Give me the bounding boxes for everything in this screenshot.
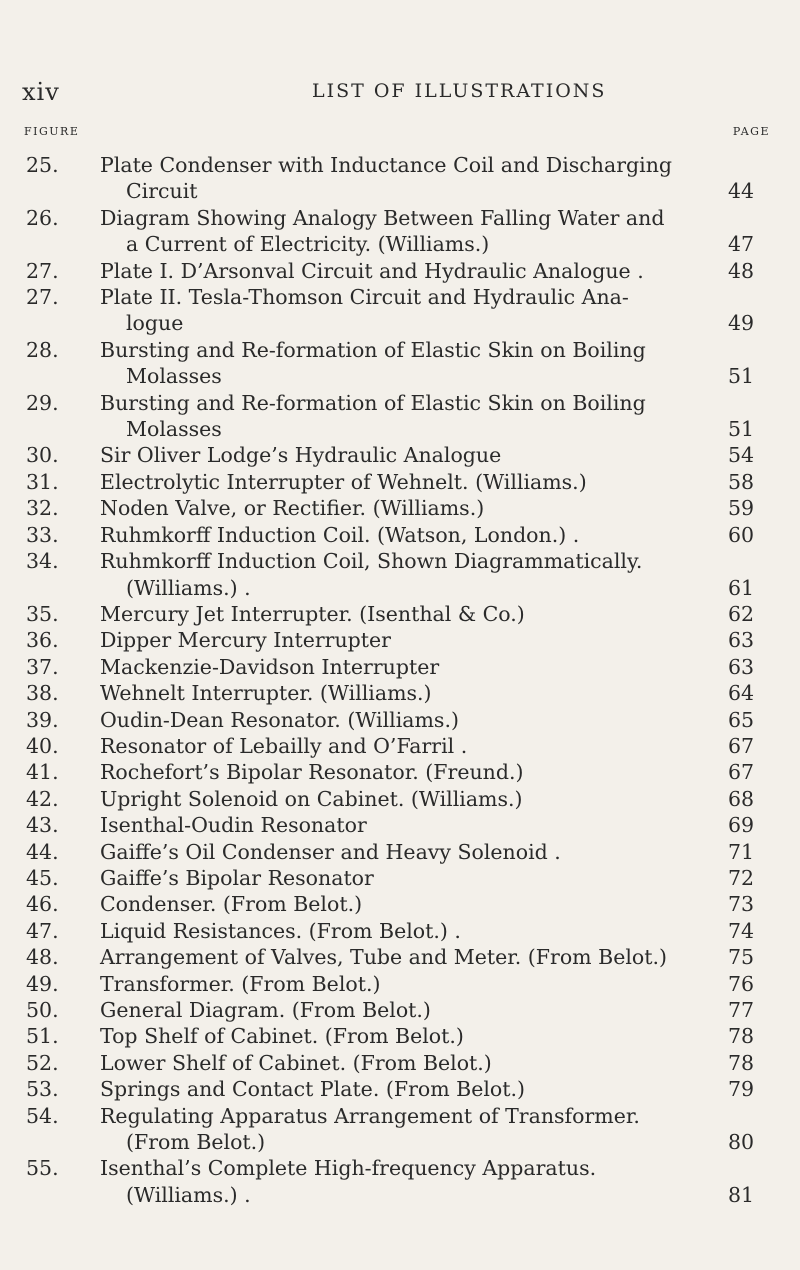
list-entry (0, 522, 800, 548)
page-reference: 81 (728, 1182, 755, 1207)
page-reference: 48 (728, 258, 755, 283)
list-entry (0, 205, 800, 258)
figure-number: 51. (26, 1024, 59, 1049)
figure-title-continuation: Circuit (126, 179, 198, 204)
figure-title (100, 918, 710, 944)
list-entry (0, 786, 800, 812)
figure-title-line: Plate Condenser with Inductance Coil and Discharging (100, 153, 673, 177)
figure-column-heading: FIGURE (24, 125, 80, 138)
list-entry (0, 918, 800, 944)
list-entry (0, 865, 800, 891)
figure-number: 39. (26, 707, 59, 732)
figure-number: 28. (26, 337, 59, 362)
list-entry (0, 258, 800, 284)
figure-title-continuation: Molasses (126, 364, 222, 389)
list-entry (0, 469, 800, 495)
figure-title (100, 707, 710, 733)
figure-title (100, 680, 710, 706)
figure-title (100, 601, 710, 627)
page-reference: 74 (728, 918, 755, 943)
figure-title (100, 205, 710, 258)
figure-number: 47. (26, 918, 59, 943)
figure-title (100, 654, 710, 680)
figure-title-line: Oudin-Dean Resonator. (Williams.) (100, 707, 459, 732)
page-reference: 49 (728, 311, 755, 336)
figure-title-line: Sir Oliver Lodge’s Hydraulic Analogue (100, 443, 502, 468)
figure-title-line: Upright Solenoid on Cabinet. (Williams.) (100, 786, 523, 811)
figure-number: 27. (26, 258, 59, 283)
page-reference: 79 (728, 1077, 755, 1102)
page-reference: 67 (728, 760, 755, 785)
figure-title-continuation: logue (126, 311, 184, 336)
figure-number: 49. (26, 971, 59, 996)
figure-title (100, 944, 710, 970)
figure-title (100, 522, 710, 548)
figure-title-line: Condenser. (From Belot.) (100, 892, 363, 917)
column-headings (0, 125, 800, 141)
list-entry (0, 627, 800, 653)
figure-title (100, 759, 710, 785)
figure-title (100, 786, 710, 812)
page-reference: 59 (728, 496, 755, 521)
figure-title (100, 971, 710, 997)
figure-title (100, 1103, 710, 1156)
page-reference: 72 (728, 865, 755, 890)
page-reference: 60 (728, 522, 755, 547)
figure-title (100, 1023, 710, 1049)
list-entry (0, 390, 800, 443)
figure-title (100, 495, 710, 521)
page-reference: 78 (728, 1024, 755, 1049)
running-title: LIST OF ILLUSTRATIONS (312, 80, 607, 102)
page-column-heading: PAGE (732, 125, 770, 138)
page-reference: 80 (728, 1130, 755, 1155)
list-entry (0, 1050, 800, 1076)
figure-number: 27. (26, 285, 59, 310)
figure-title-line: Bursting and Re-formation of Elastic Skin on Boiling (100, 390, 646, 415)
page-reference: 69 (728, 813, 755, 838)
figure-title-line: Springs and Contact Plate. (From Belot.) (100, 1077, 526, 1102)
figure-title-continuation: (Williams.) . (126, 575, 251, 600)
figure-title-line: Plate II. Tesla-Thomson Circuit and Hydraulic Ana- (100, 285, 629, 310)
figure-title-line: Bursting and Re-formation of Elastic Skin on Boiling (100, 337, 646, 362)
figure-title-line: Rochefort’s Bipolar Resonator. (Freund.) (100, 760, 524, 785)
page-reference: 51 (728, 417, 755, 442)
figure-title (100, 152, 710, 205)
figure-title (100, 442, 710, 468)
page-reference: 64 (728, 681, 755, 706)
list-entry (0, 707, 800, 733)
figure-title (100, 469, 710, 495)
list-entry (0, 1076, 800, 1102)
figure-number: 44. (26, 839, 59, 864)
illustrations-list (0, 152, 800, 1208)
page-number: xiv (22, 78, 60, 106)
page-reference: 76 (728, 971, 755, 996)
figure-title-continuation: (From Belot.) (126, 1130, 266, 1155)
figure-title-line: Lower Shelf of Cabinet. (From Belot.) (100, 1050, 492, 1075)
list-entry (0, 1103, 800, 1156)
figure-title-line: Transformer. (From Belot.) (100, 971, 381, 996)
page-reference: 67 (728, 733, 755, 758)
figure-number: 33. (26, 522, 59, 547)
page-reference: 62 (728, 601, 755, 626)
figure-number: 42. (26, 786, 59, 811)
list-entry (0, 759, 800, 785)
figure-number: 29. (26, 390, 59, 415)
figure-title-line: Plate I. D’Arsonval Circuit and Hydraulic Analogue . (100, 258, 644, 283)
figure-title (100, 839, 710, 865)
figure-number: 52. (26, 1050, 59, 1075)
list-entry (0, 733, 800, 759)
page-header (0, 78, 800, 108)
figure-title-line: Mercury Jet Interrupter. (Isenthal & Co.) (100, 601, 525, 626)
list-entry (0, 839, 800, 865)
figure-title (100, 997, 710, 1023)
figure-number: 43. (26, 813, 59, 838)
figure-number: 31. (26, 469, 59, 494)
list-entry (0, 944, 800, 970)
page-reference: 63 (728, 628, 755, 653)
figure-number: 35. (26, 601, 59, 626)
figure-title (100, 548, 710, 601)
figure-number: 38. (26, 681, 59, 706)
page-reference: 47 (728, 232, 755, 257)
figure-number: 34. (26, 549, 59, 574)
figure-number: 45. (26, 865, 59, 890)
list-entry (0, 548, 800, 601)
figure-number: 36. (26, 628, 59, 653)
figure-title-line: Noden Valve, or Rectifier. (Williams.) (100, 496, 485, 521)
figure-title (100, 1076, 710, 1102)
figure-number: 40. (26, 733, 59, 758)
figure-number: 37. (26, 654, 59, 679)
figure-title-line: Electrolytic Interrupter of Wehnelt. (Williams.) (100, 469, 587, 494)
figure-number: 53. (26, 1077, 59, 1102)
figure-title-line: Isenthal-Oudin Resonator (100, 813, 367, 838)
figure-title (100, 627, 710, 653)
figure-title (100, 865, 710, 891)
figure-title-continuation: a Current of Electricity. (Williams.) (126, 232, 490, 257)
list-entry (0, 654, 800, 680)
figure-title (100, 1155, 710, 1208)
list-entry (0, 891, 800, 917)
figure-title (100, 812, 710, 838)
page-reference: 63 (728, 654, 755, 679)
page-reference: 58 (728, 469, 755, 494)
figure-title (100, 733, 710, 759)
figure-title-line: Gaiffe’s Bipolar Resonator (100, 865, 374, 890)
figure-title (100, 1050, 710, 1076)
figure-title-line: Isenthal’s Complete High-frequency Apparatus. (100, 1156, 597, 1181)
figure-title (100, 258, 710, 284)
figure-title-line: Wehnelt Interrupter. (Williams.) (100, 681, 432, 706)
figure-number: 25. (26, 153, 59, 177)
page-reference: 65 (728, 707, 755, 732)
figure-title-line: Gaiffe’s Oil Condenser and Heavy Solenoid . (100, 839, 561, 864)
page-reference: 75 (728, 945, 755, 970)
figure-title-line: Regulating Apparatus Arrangement of Transformer. (100, 1103, 640, 1128)
figure-number: 41. (26, 760, 59, 785)
list-entry (0, 997, 800, 1023)
figure-title-line: Liquid Resistances. (From Belot.) . (100, 918, 461, 943)
list-entry (0, 1155, 800, 1208)
page-reference: 77 (728, 998, 755, 1022)
list-entry (0, 337, 800, 390)
list-entry (0, 1023, 800, 1049)
list-entry (0, 495, 800, 521)
figure-number: 55. (26, 1156, 59, 1181)
figure-title-line: Ruhmkorff Induction Coil, Shown Diagrammatically. (100, 549, 643, 574)
page-reference: 71 (728, 839, 755, 864)
figure-title (100, 337, 710, 390)
list-entry (0, 442, 800, 468)
figure-title (100, 891, 710, 917)
figure-title-continuation: Molasses (126, 417, 222, 442)
figure-title-line: Arrangement of Valves, Tube and Meter. (From Belot.) (100, 945, 667, 970)
figure-number: 32. (26, 496, 59, 521)
figure-number: 46. (26, 892, 59, 917)
page-reference: 68 (728, 786, 755, 811)
figure-title-line: Dipper Mercury Interrupter (100, 628, 391, 653)
figure-title-line: Mackenzie-Davidson Interrupter (100, 654, 440, 679)
figure-number: 50. (26, 998, 59, 1022)
page-reference: 44 (728, 179, 755, 204)
list-entry (0, 284, 800, 337)
figure-number: 48. (26, 945, 59, 970)
figure-title (100, 390, 710, 443)
page-reference: 73 (728, 892, 755, 917)
page-reference: 51 (728, 364, 755, 389)
figure-title-line: Diagram Showing Analogy Between Falling Water and (100, 205, 665, 230)
page-reference: 61 (728, 575, 755, 600)
list-entry (0, 152, 800, 205)
figure-title-line: Resonator of Lebailly and O’Farril . (100, 733, 468, 758)
figure-title-line: Ruhmkorff Induction Coil. (Watson, London.) . (100, 522, 580, 547)
list-entry (0, 971, 800, 997)
figure-number: 26. (26, 205, 59, 230)
page-reference: 54 (728, 443, 755, 468)
list-entry (0, 680, 800, 706)
list-entry (0, 812, 800, 838)
list-entry (0, 601, 800, 627)
figure-number: 54. (26, 1103, 59, 1128)
figure-title-continuation: (Williams.) . (126, 1182, 251, 1207)
figure-number: 30. (26, 443, 59, 468)
page-reference: 78 (728, 1050, 755, 1075)
figure-title (100, 284, 710, 337)
figure-title-line: Top Shelf of Cabinet. (From Belot.) (100, 1024, 464, 1049)
figure-title-line: General Diagram. (From Belot.) (100, 998, 431, 1022)
